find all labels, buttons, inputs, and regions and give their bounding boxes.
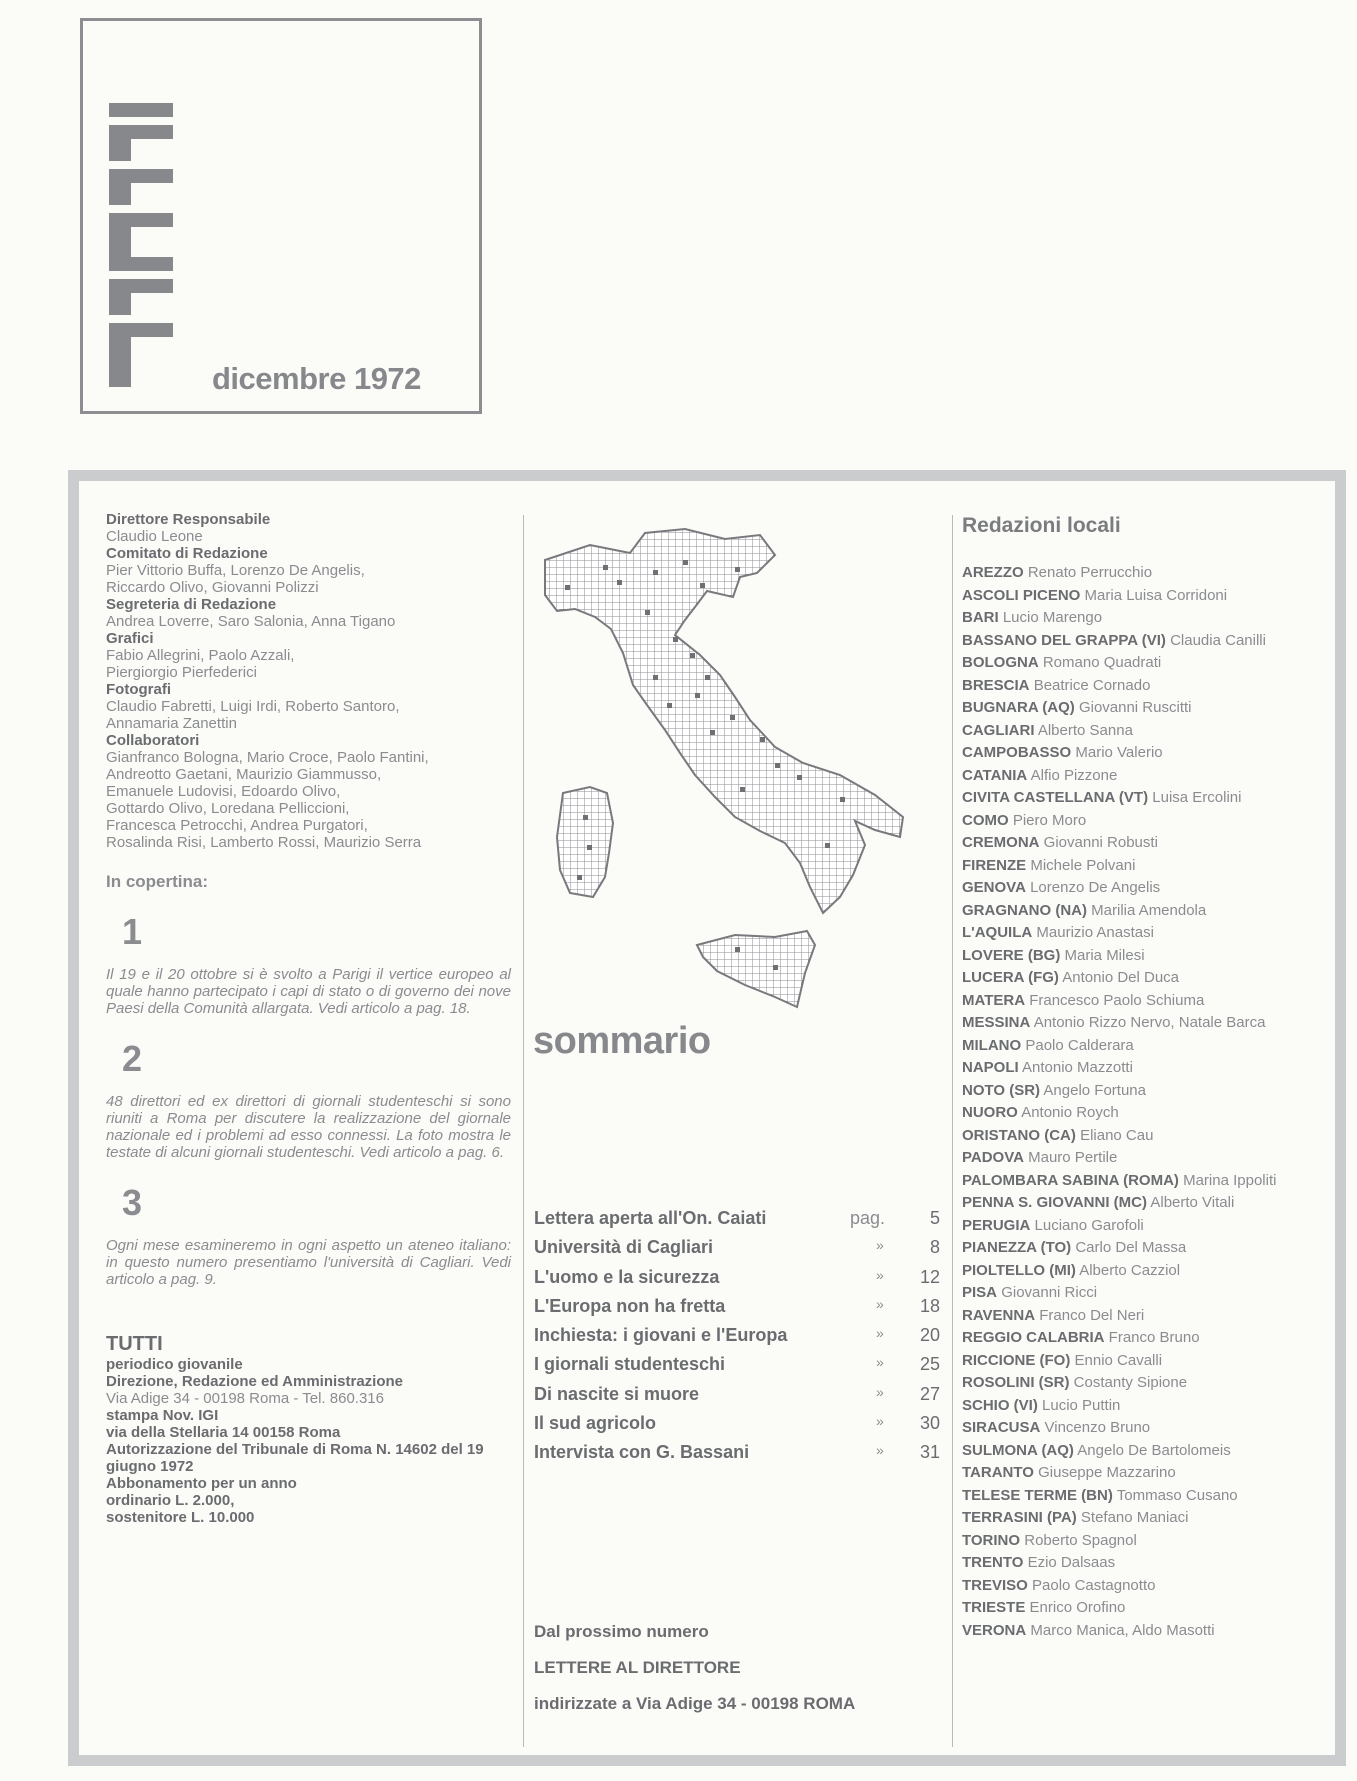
toc-entry[interactable]	[534, 1325, 940, 1354]
redazione-city: FIRENZE	[962, 856, 1027, 874]
abbonamento-ordinario: ordinario L. 2.000,	[106, 1492, 235, 1509]
italy-map-illustration	[535, 525, 945, 1025]
redazione-city: BUGNARA (AQ)	[962, 699, 1075, 716]
toc-page: 30	[919, 1413, 940, 1434]
redazione-item	[962, 1082, 1314, 1099]
redazioni-column	[962, 514, 1314, 1644]
redazione-city: TERRASINI (PA)	[962, 1509, 1077, 1526]
staff-role: Fotografi	[106, 681, 171, 698]
redazione-city: BRESCIA	[962, 676, 1030, 694]
toc-entry[interactable]	[534, 1384, 940, 1413]
redazione-item	[962, 1284, 1314, 1301]
redazione-item	[962, 722, 1314, 739]
redazione-city: RICCIONE (FO)	[962, 1351, 1071, 1369]
issue-date: dicembre 1972	[212, 361, 421, 396]
redazione-item	[962, 1329, 1314, 1346]
redazione-correspondent: Marilia Amendola	[1091, 901, 1207, 919]
redazione-item	[962, 1622, 1314, 1639]
redazione-item	[962, 1127, 1314, 1144]
redazione-correspondent: Maria Luisa Corridoni	[1084, 586, 1228, 604]
toc-entry[interactable]	[534, 1442, 940, 1471]
redazione-city: TARANTO	[962, 1464, 1034, 1481]
redazione-correspondent: Lucio Puttin	[1042, 1396, 1121, 1414]
redazione-correspondent: Giovanni Robusti	[1043, 834, 1158, 851]
redazione-city: CAMPOBASSO	[962, 744, 1072, 761]
redazione-correspondent: Alberto Sanna	[1037, 721, 1133, 739]
staff-role: Comitato di Redazione	[106, 545, 268, 562]
redazione-city: PALOMBARA SABINA (ROMA)	[962, 1171, 1179, 1189]
redazione-correspondent: Ennio Cavalli	[1074, 1351, 1163, 1369]
staff-names: Gianfranco Bologna, Mario Croce, Paolo Fantini,	[106, 749, 429, 766]
redazione-correspondent: Marina Ippoliti	[1183, 1171, 1277, 1189]
redazione-correspondent: Stefano Maniaci	[1080, 1509, 1189, 1526]
redazione-correspondent: Antonio Rizzo Nervo, Natale Barca	[1033, 1014, 1266, 1031]
toc-ditto: »	[876, 1325, 884, 1342]
staff-role: Segreteria di Redazione	[106, 596, 277, 613]
redazioni-title: Redazioni locali	[962, 514, 1121, 537]
redazione-city: PENNA S. GIOVANNI (MC)	[962, 1194, 1148, 1211]
cover-item-caption: Il 19 e il 20 ottobre si è svolto a Parigi il vertice europeo al quale hanno partecipato i capi di stato o di governo dei nove Paesi della Comunità allargata. Vedi articolo a pag. 18.	[106, 966, 511, 1017]
redazione-correspondent: Angelo Fortuna	[1043, 1081, 1146, 1099]
map-sicily	[697, 931, 815, 1007]
redazione-correspondent: Mauro Pertile	[1028, 1149, 1118, 1166]
column-divider-left	[523, 515, 524, 1747]
toc-ditto: »	[876, 1266, 884, 1283]
redazione-correspondent: Eliano Cau	[1080, 1126, 1154, 1144]
redazione-city: RAVENNA	[962, 1306, 1036, 1324]
redazione-item	[962, 1442, 1314, 1459]
toc-title: Lettera aperta all'On. Caiati	[534, 1208, 767, 1228]
redazione-item	[962, 1554, 1314, 1571]
redazione-correspondent: Antonio Del Duca	[1062, 969, 1180, 986]
redazione-correspondent: Carlo Del Massa	[1075, 1239, 1187, 1256]
publisher-info	[106, 1332, 511, 1526]
redazione-city: BOLOGNA	[962, 654, 1039, 671]
redazione-item	[962, 654, 1314, 671]
redazione-city: GENOVA	[962, 879, 1026, 896]
redazione-item	[962, 992, 1314, 1009]
redazione-city: CAGLIARI	[962, 721, 1035, 739]
redazione-correspondent: Giuseppe Mazzarino	[1038, 1464, 1176, 1481]
redazione-city: SULMONA (AQ)	[962, 1441, 1074, 1459]
redazione-correspondent: Mario Valerio	[1075, 744, 1163, 761]
toc-page-prefix: pag.	[850, 1208, 886, 1228]
redazione-city: COMO	[962, 811, 1009, 829]
abbonamento-label: Abbonamento per un anno	[106, 1475, 297, 1492]
redazione-city: GRAGNANO (NA)	[962, 901, 1087, 919]
redazione-correspondent: Antonio Mazzotti	[1022, 1059, 1133, 1076]
redazione-item	[962, 1172, 1314, 1189]
next-issue-notice	[534, 1622, 944, 1730]
redazione-city: ROSOLINI (SR)	[962, 1374, 1070, 1391]
next-issue-line2: LETTERE AL DIRETTORE	[534, 1658, 741, 1677]
staff-names: Claudio Leone	[106, 528, 203, 545]
redazione-correspondent: Luisa Ercolini	[1152, 789, 1242, 806]
publisher-subtitle: periodico giovanile	[106, 1356, 243, 1373]
toc-page: 20	[919, 1325, 940, 1346]
redazione-item	[962, 1509, 1314, 1526]
redazione-correspondent: Marco Manica, Aldo Masotti	[1030, 1621, 1215, 1639]
redazione-item	[962, 857, 1314, 874]
redazione-city: PADOVA	[962, 1149, 1024, 1166]
staff-role: Direttore Responsabile	[106, 511, 271, 528]
redazione-item	[962, 1532, 1314, 1549]
staff-role: Grafici	[106, 630, 154, 647]
tutti-logo	[109, 103, 173, 388]
redazione-item	[962, 1037, 1314, 1054]
redazione-city: NOTO (SR)	[962, 1081, 1041, 1099]
direzione-address: Via Adige 34 - 00198 Roma - Tel. 860.316	[106, 1390, 384, 1407]
toc-page: 18	[919, 1295, 940, 1316]
toc-title: Inchiesta: i giovani e l'Europa	[534, 1325, 788, 1346]
redazione-item	[962, 1307, 1314, 1324]
redazione-city: LUCERA (FG)	[962, 969, 1059, 986]
staff-names: Andrea Loverre, Saro Salonia, Anna Tigano	[106, 613, 396, 630]
redazione-city: LOVERE (BG)	[962, 946, 1061, 964]
redazione-item	[962, 632, 1314, 649]
redazione-city: ASCOLI PICENO	[962, 586, 1081, 604]
staff-names: Annamaria Zanettin	[106, 715, 237, 732]
cover-item-number: 2	[122, 1038, 143, 1079]
staff-group	[106, 681, 511, 732]
redazione-correspondent: Francesco Paolo Schiuma	[1029, 991, 1205, 1009]
redazione-item	[962, 1374, 1314, 1391]
masthead-credits-column	[106, 511, 511, 1526]
redazione-item	[962, 1014, 1314, 1031]
cover-item-number: 3	[122, 1182, 143, 1223]
redazione-correspondent: Tommaso Cusano	[1116, 1486, 1238, 1504]
toc-page: 8	[929, 1237, 940, 1258]
toc-title: Di nascite si muore	[534, 1383, 700, 1404]
redazione-correspondent: Angelo De Bartolomeis	[1077, 1441, 1231, 1459]
redazione-item	[962, 1487, 1314, 1504]
redazione-correspondent: Giovanni Ruscitti	[1078, 699, 1192, 716]
cover-item-caption: Ogni mese esamineremo in ogni aspetto un ateneo italiano: in questo numero presentiamo l'università di Cagliari. Vedi articolo a pag. 9.	[106, 1237, 511, 1288]
map-sardinia	[557, 787, 613, 897]
redazione-item	[962, 1577, 1314, 1594]
redazione-city: PISA	[962, 1284, 998, 1301]
redazione-item	[962, 1352, 1314, 1369]
sommario-title: sommario	[533, 1020, 711, 1062]
redazione-correspondent: Renato Perrucchio	[1027, 564, 1153, 581]
next-issue-line1: Dal prossimo numero	[534, 1622, 709, 1641]
stampa-address: via della Stellaria 14 00158 Roma	[106, 1424, 341, 1441]
redazione-city: CIVITA CASTELLANA (VT)	[962, 789, 1149, 806]
redazione-city: TELESE TERME (BN)	[962, 1486, 1113, 1504]
toc-entry[interactable]	[534, 1267, 940, 1296]
staff-names: Emanuele Ludovisi, Edoardo Olivo,	[106, 783, 341, 800]
stampa-label: stampa Nov. IGI	[106, 1407, 219, 1424]
redazione-item	[962, 1104, 1314, 1121]
redazione-city: MATERA	[962, 991, 1026, 1009]
redazione-item	[962, 1397, 1314, 1414]
cover-item-number: 1	[122, 911, 143, 952]
staff-names: Francesca Petrocchi, Andrea Purgatori,	[106, 817, 368, 834]
redazione-item	[962, 609, 1314, 626]
redazione-city: ORISTANO (CA)	[962, 1126, 1076, 1144]
redazione-item	[962, 947, 1314, 964]
redazione-correspondent: Beatrice Cornado	[1033, 676, 1151, 694]
toc-page: 25	[919, 1354, 940, 1375]
redazione-correspondent: Franco Bruno	[1108, 1329, 1200, 1346]
toc-page: 5	[929, 1208, 940, 1228]
autorizzazione: Autorizzazione del Tribunale di Roma N. 14602 del 19 giugno 1972	[106, 1441, 484, 1475]
masthead-box	[80, 18, 482, 414]
redazione-city: NUORO	[962, 1104, 1018, 1121]
redazione-correspondent: Franco Del Neri	[1039, 1306, 1145, 1324]
redazione-item	[962, 969, 1314, 986]
redazione-item	[962, 677, 1314, 694]
toc-ditto: »	[876, 1354, 884, 1371]
toc-title: Università di Cagliari	[534, 1237, 714, 1258]
redazione-item	[962, 699, 1314, 716]
redazione-correspondent: Paolo Castagnotto	[1032, 1576, 1156, 1594]
staff-names: Andreotto Gaetani, Maurizio Giammusso,	[106, 766, 382, 783]
redazione-correspondent: Maurizio Anastasi	[1036, 924, 1154, 941]
toc-ditto: »	[876, 1237, 884, 1254]
redazione-correspondent: Luciano Garofoli	[1034, 1216, 1144, 1234]
staff-group	[106, 596, 511, 630]
toc-entry[interactable]	[534, 1208, 940, 1237]
redazione-correspondent: Roberto Spagnol	[1024, 1531, 1137, 1549]
redazione-item	[962, 902, 1314, 919]
toc-title: L'Europa non ha fretta	[534, 1295, 726, 1316]
redazione-item	[962, 834, 1314, 851]
column-divider-right	[952, 515, 953, 1747]
toc-page: 27	[919, 1383, 940, 1404]
redazione-correspondent: Costanty Sipione	[1073, 1374, 1188, 1391]
abbonamento-sostenitore: sostenitore L. 10.000	[106, 1509, 255, 1526]
staff-names: Pier Vittorio Buffa, Lorenzo De Angelis,	[106, 562, 365, 579]
redazione-correspondent: Paolo Calderara	[1025, 1036, 1134, 1054]
toc-entry[interactable]	[534, 1413, 940, 1442]
staff-names: Rosalinda Risi, Lamberto Rossi, Maurizio Serra	[106, 834, 422, 851]
staff-names: Piergiorgio Pierfederici	[106, 664, 257, 681]
redazione-city: CATANIA	[962, 766, 1028, 784]
staff-list	[106, 511, 511, 851]
toc-ditto: »	[876, 1413, 884, 1430]
redazione-correspondent: Romano Quadrati	[1042, 654, 1162, 671]
redazione-correspondent: Alberto Cazziol	[1079, 1261, 1181, 1279]
staff-names: Claudio Fabretti, Luigi Irdi, Roberto Santoro,	[106, 698, 400, 715]
toc-title: L'uomo e la sicurezza	[534, 1266, 720, 1287]
redazione-city: SCHIO (VI)	[962, 1396, 1038, 1414]
toc-page: 31	[919, 1442, 940, 1463]
redazione-item	[962, 1464, 1314, 1481]
redazione-city: PIANEZZA (TO)	[962, 1239, 1072, 1256]
redazione-city: PERUGIA	[962, 1216, 1031, 1234]
table-of-contents	[534, 1208, 940, 1472]
redazione-item	[962, 1239, 1314, 1256]
toc-entry[interactable]	[534, 1237, 940, 1266]
redazione-city: PIOLTELLO (MI)	[962, 1261, 1076, 1279]
staff-role: Collaboratori	[106, 732, 200, 749]
cover-section-title: In copertina:	[106, 872, 209, 891]
cover-item-caption: 48 direttori ed ex direttori di giornali studenteschi si sono riuniti a Roma per discutere la realizzazione del giornale nazionale ed i problemi ad esso connessi. La foto mostra le testate di alcuni giornali studenteschi. Vedi articolo a pag. 6.	[106, 1093, 511, 1161]
redazione-correspondent: Alfio Pizzone	[1030, 766, 1118, 784]
redazione-item	[962, 564, 1314, 581]
toc-page: 12	[919, 1266, 940, 1287]
staff-group	[106, 545, 511, 596]
staff-group	[106, 732, 511, 851]
redazione-city: L'AQUILA	[962, 924, 1033, 941]
redazione-item	[962, 1599, 1314, 1616]
redazione-city: REGGIO CALABRIA	[962, 1329, 1105, 1346]
next-issue-line3: indirizzate a Via Adige 34 - 00198 ROMA	[534, 1694, 856, 1713]
redazione-item	[962, 1217, 1314, 1234]
redazione-item	[962, 924, 1314, 941]
redazione-city: MESSINA	[962, 1014, 1031, 1031]
redazione-correspondent: Ezio Dalsaas	[1027, 1554, 1116, 1571]
toc-title: Il sud agricolo	[534, 1413, 657, 1434]
redazione-city: TRENTO	[962, 1554, 1024, 1571]
redazione-item	[962, 1059, 1314, 1076]
redazione-correspondent: Piero Moro	[1012, 811, 1087, 829]
redazione-city: NAPOLI	[962, 1059, 1019, 1076]
staff-names: Riccardo Olivo, Giovanni Polizzi	[106, 579, 319, 596]
toc-entry[interactable]	[534, 1354, 940, 1383]
redazione-correspondent: Maria Milesi	[1064, 946, 1145, 964]
redazione-correspondent: Lorenzo De Angelis	[1030, 879, 1161, 896]
redazione-correspondent: Alberto Vitali	[1150, 1194, 1235, 1211]
redazione-correspondent: Michele Polvani	[1030, 856, 1136, 874]
redazione-correspondent: Vincenzo Bruno	[1044, 1419, 1151, 1436]
redazione-item	[962, 1262, 1314, 1279]
staff-names: Fabio Allegrini, Paolo Azzali,	[106, 647, 295, 664]
redazione-city: MILANO	[962, 1036, 1022, 1054]
redazione-item	[962, 1149, 1314, 1166]
toc-ditto: »	[876, 1295, 884, 1312]
redazione-item	[962, 1419, 1314, 1436]
redazione-city: BASSANO DEL GRAPPA (VI)	[962, 631, 1166, 649]
toc-ditto: »	[876, 1383, 884, 1400]
toc-ditto: »	[876, 1442, 884, 1459]
redazione-city: CREMONA	[962, 834, 1040, 851]
redazione-city: AREZZO	[962, 564, 1024, 581]
redazione-item	[962, 767, 1314, 784]
staff-group	[106, 630, 511, 681]
redazione-item	[962, 587, 1314, 604]
redazione-correspondent: Antonio Roych	[1021, 1104, 1119, 1121]
redazione-correspondent: Lucio Marengo	[1002, 609, 1103, 626]
redazione-item	[962, 744, 1314, 761]
redazione-correspondent: Claudia Canilli	[1170, 631, 1266, 649]
redazione-item	[962, 879, 1314, 896]
redazione-city: TORINO	[962, 1531, 1021, 1549]
redazione-city: VERONA	[962, 1621, 1027, 1639]
publisher-name: TUTTI	[106, 1333, 163, 1355]
redazioni-list	[962, 564, 1314, 1639]
redazione-city: BARI	[962, 609, 999, 626]
redazione-city: TREVISO	[962, 1576, 1028, 1594]
redazione-item	[962, 789, 1314, 806]
redazione-correspondent: Giovanni Ricci	[1001, 1284, 1098, 1301]
redazione-item	[962, 812, 1314, 829]
redazione-city: TRIESTE	[962, 1599, 1026, 1616]
redazione-correspondent: Enrico Orofino	[1029, 1599, 1126, 1616]
staff-group	[106, 511, 511, 545]
redazione-city: SIRACUSA	[962, 1419, 1041, 1436]
toc-title: I giornali studenteschi	[534, 1354, 726, 1375]
redazione-item	[962, 1194, 1314, 1211]
toc-title: Intervista con G. Bassani	[534, 1442, 750, 1463]
staff-names: Gottardo Olivo, Loredana Pelliccioni,	[106, 800, 350, 817]
toc-entry[interactable]	[534, 1296, 940, 1325]
direzione-label: Direzione, Redazione ed Amministrazione	[106, 1373, 404, 1390]
